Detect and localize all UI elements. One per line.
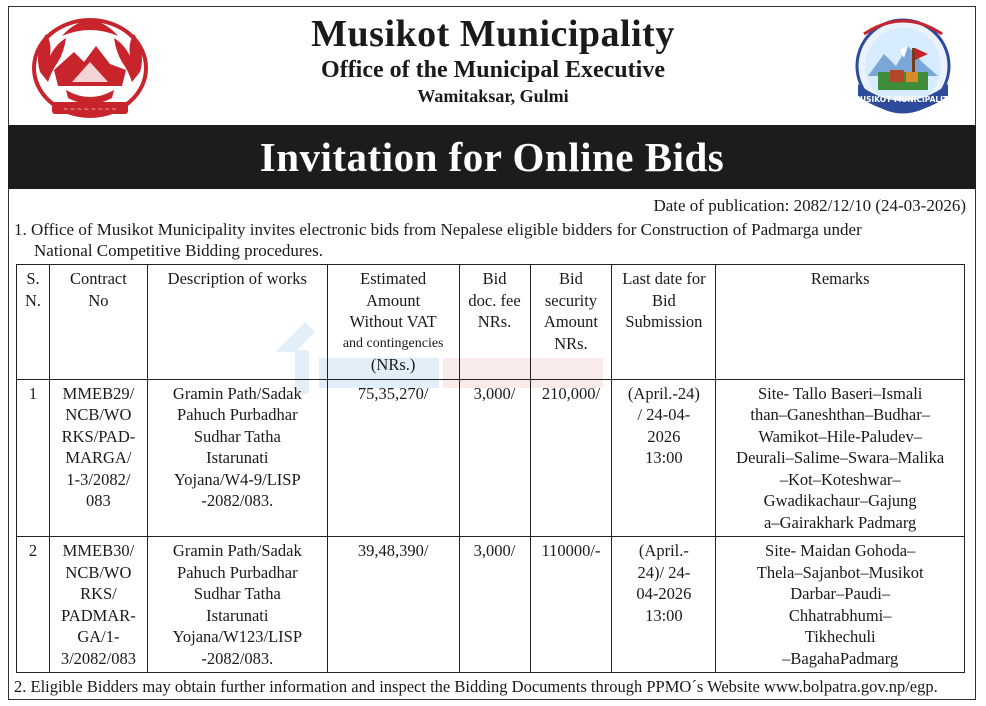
header-remarks: Remarks: [716, 265, 965, 380]
intro-line-1: 1. Office of Musikot Municipality invites electronic bids from Nepalese eligible bidders for Construction of Padmarga under: [14, 220, 862, 239]
header-estimated-amount: Estimated Amount Without VAT and contingencies (NRs.): [327, 265, 459, 380]
office-subtitle: Office of the Municipal Executive: [321, 57, 665, 83]
header-sn: S. N.: [17, 265, 50, 380]
invitation-banner: Invitation for Online Bids: [8, 125, 976, 189]
logo-ribbon-text: MUSIKOT MUNICIPALITY: [852, 95, 954, 104]
cell-bid-doc-fee: 3,000/: [459, 379, 530, 537]
header-description: Description of works: [147, 265, 327, 380]
table-header-row: [17, 265, 965, 380]
svg-text:~ ~ ~ ~ ~ ~ ~ ~: ~ ~ ~ ~ ~ ~ ~ ~: [63, 106, 117, 113]
table-row: [17, 379, 965, 537]
header: [0, 0, 986, 125]
cell-contract-no: MMEB30/ NCB/WO RKS/ PADMAR- GA/1- 3/2082/083: [49, 537, 147, 673]
cell-bid-security: 110000/-: [530, 537, 612, 673]
intro-paragraph: [14, 219, 964, 261]
header-bid-doc-fee: Bid doc. fee NRs.: [459, 265, 530, 380]
header-contract-no: Contract No: [49, 265, 147, 380]
table-row: [17, 537, 965, 673]
cell-estimated-amount: 75,35,270/: [327, 379, 459, 537]
header-last-date: Last date for Bid Submission: [612, 265, 716, 380]
cell-contract-no: MMEB29/ NCB/WO RKS/PAD- MARGA/ 1-3/2082/ 083: [49, 379, 147, 537]
footer-paragraph: 2. Eligible Bidders may obtain further information and inspect the Bidding Documents through PPMO´s Website www.bolpatra.gov.np/egp.: [14, 677, 938, 696]
bids-table: [16, 264, 965, 673]
intro-line-2: National Competitive Bidding procedures.: [34, 241, 323, 260]
cell-bid-security: 210,000/: [530, 379, 612, 537]
cell-description: Gramin Path/Sadak Pahuch Purbadhar Sudhar Tatha Istarunati Yojana/W4-9/LISP -2082/083.: [147, 379, 327, 537]
header-bid-security: Bid security Amount NRs.: [530, 265, 612, 380]
cell-sn: 2: [17, 537, 50, 673]
cell-sn: 1: [17, 379, 50, 537]
office-address: Wamitaksar, Gulmi: [417, 86, 569, 106]
cell-description: Gramin Path/Sadak Pahuch Purbadhar Sudhar Tatha Istarunati Yojana/W123/LISP -2082/083.: [147, 537, 327, 673]
municipality-title: Musikot Municipality: [311, 13, 675, 55]
cell-bid-doc-fee: 3,000/: [459, 537, 530, 673]
cell-last-date: (April.-24) / 24-04- 2026 13:00: [612, 379, 716, 537]
cell-last-date: (April.- 24)/ 24- 04-2026 13:00: [612, 537, 716, 673]
musikot-municipality-logo-icon: [844, 14, 962, 124]
cell-remarks: Site- Tallo Baseri–Ismali than–Ganeshthan–Budhar– Wamikot–Hile-Paludev– Deurali–Salime–Swara–Malika –Kot–Koteshwar– Gwadikachaur–Gajung a–Gairakhark Padmarg: [716, 379, 965, 537]
cell-estimated-amount: 39,48,390/: [327, 537, 459, 673]
cell-remarks: Site- Maidan Gohoda– Thela–Sajanbot–Musikot Darbar–Paudi– Chhatrabhumi– Tikhechuli –BagahaPadmarg: [716, 537, 965, 673]
publication-date: Date of publication: 2082/12/10 (24-03-2026): [653, 196, 966, 215]
